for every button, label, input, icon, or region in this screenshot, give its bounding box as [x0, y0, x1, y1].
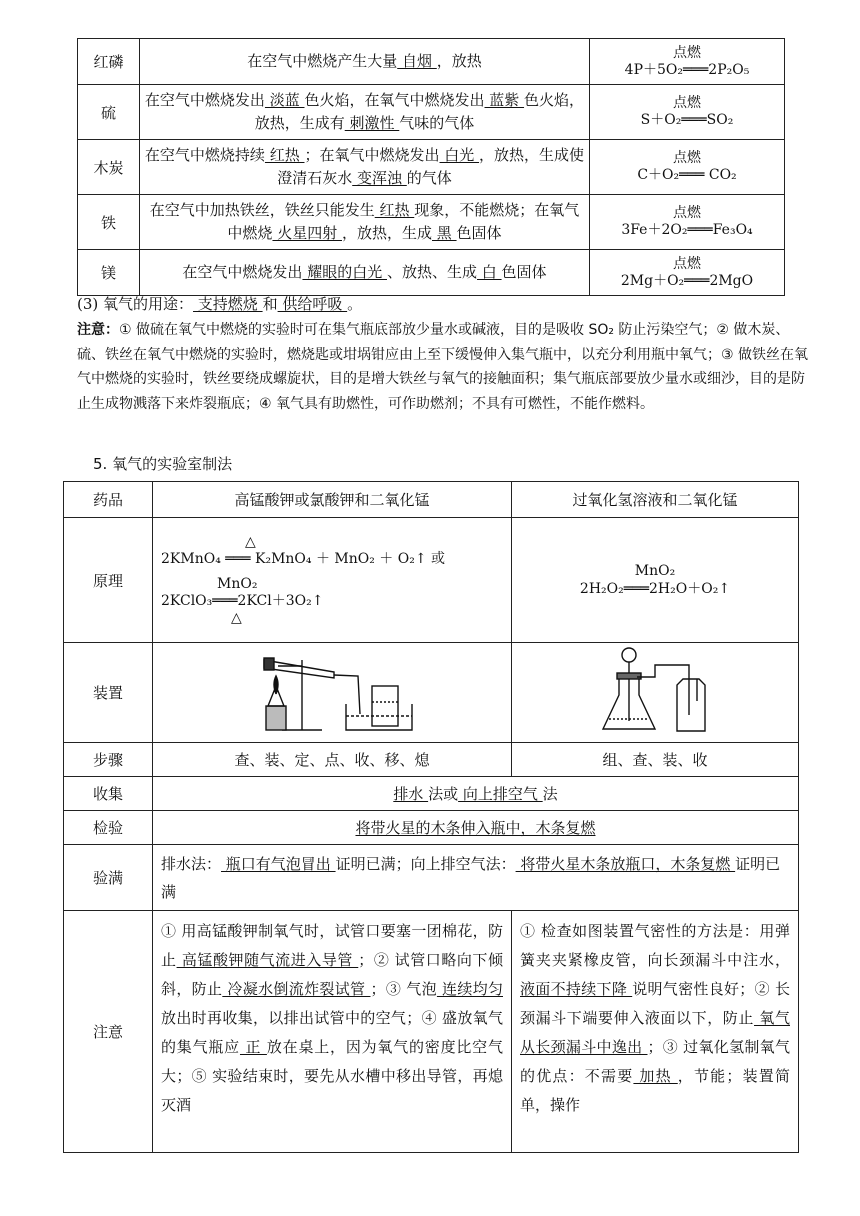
uses-mid: 和	[262, 295, 278, 313]
answer-blank: 高锰酸钾随气流进入导管	[176, 951, 359, 969]
answer-blank: 正	[239, 1038, 267, 1056]
answer-blank: 排水	[393, 785, 429, 803]
phenomenon	[140, 39, 590, 85]
text-run: 在空气中燃烧发出	[182, 263, 303, 281]
header-b: 过氧化氢溶液和二氧化锰	[512, 482, 799, 518]
notice-text: ① 做硫在氧气中燃烧的实验时可在集气瓶底部放少量水或碱液，目的是吸收 SO₂ 防止污染空气；② 做木炭、硫、铁丝在氧气中燃烧的实验时，燃烧匙或坩埚钳应由上至下缓慢伸入集气瓶中，以充分利用瓶中氧气；③ 做铁丝在氧气中燃烧的实验时，铁丝要绕成螺旋状，目的是增大铁丝与氧气的接触面积；集气瓶底部要放少量水或细沙，目的是防止生成物溅落下来炸裂瓶底；④ 氧气具有助燃性，可作助燃剂；不具有可燃性，不能作燃料。	[77, 322, 808, 412]
phenomenon	[140, 140, 590, 195]
uses-a: 支持燃烧	[193, 295, 263, 313]
text-run: 气味的气体	[399, 114, 475, 132]
table-row	[78, 140, 785, 195]
check-method	[153, 811, 799, 845]
header-a: 高锰酸钾或氯酸钾和二氧化锰	[153, 482, 512, 518]
equation	[590, 39, 785, 85]
text-run: 、放热、生成	[386, 263, 477, 281]
uses-b: 供给呼吸	[277, 295, 348, 313]
combustion-table	[77, 38, 785, 296]
phenomenon	[140, 85, 590, 140]
text-run: ① 检查如图装置气密性的方法是：用弹簧夹夹紧橡皮管，向长颈漏斗中注水，	[520, 922, 790, 969]
answer-blank: 刺激性	[344, 114, 400, 132]
equation	[590, 195, 785, 250]
condition: 点燃	[673, 255, 701, 272]
equation	[590, 85, 785, 140]
answer-blank: 黑	[432, 224, 457, 242]
kmno4-apparatus-icon	[242, 646, 422, 736]
text-run: 证明已满；向上排空气法：	[335, 854, 516, 873]
steps-a: 查、装、定、点、收、移、熄	[153, 743, 512, 777]
text-run: 色火焰，放热，生成有	[254, 91, 585, 132]
answer-blank: 液面不持续下降	[520, 980, 633, 998]
answer-blank: 淡蓝	[264, 91, 305, 109]
text-run: ；在氧气中燃烧发出	[304, 146, 440, 164]
full-label: 验满	[64, 845, 153, 911]
text-run: 色固体	[501, 263, 547, 281]
collect-method	[153, 777, 799, 811]
header-label: 药品	[64, 482, 153, 518]
h2o2-apparatus-icon	[585, 645, 725, 737]
device-b	[512, 643, 799, 743]
text-run: 色火焰，在氧气中燃烧发出	[304, 91, 485, 109]
answer-blank: 加热	[633, 1067, 678, 1085]
cond-heat-1: △	[245, 533, 256, 550]
notice-label: 注意：	[77, 322, 119, 338]
uses-prefix: (3) 氧气的用途：	[77, 295, 194, 313]
answer-blank: 自烟	[397, 52, 437, 70]
substance-name: 红磷	[78, 39, 140, 85]
equation-text: 3Fe＋2O₂═══Fe₃O₄	[621, 222, 753, 238]
phenomenon	[140, 250, 590, 296]
text-run: ；② 试管口略向下倾斜，防止	[161, 951, 503, 998]
answer-blank: 瓶口有气泡冒出	[221, 854, 336, 873]
text-run: ，放热，生成使澄清石灰水	[277, 146, 585, 187]
text-run: 证明已满	[161, 854, 781, 901]
check-label: 检验	[64, 811, 153, 845]
substance-name: 木炭	[78, 140, 140, 195]
text-run: 排水法：	[161, 854, 222, 873]
condition: 点燃	[673, 205, 701, 221]
steps-label: 步骤	[64, 743, 153, 777]
oxygen-uses	[77, 292, 817, 317]
text-run: 说明气密性良好；② 长颈漏斗下端要伸入液面以下，防止	[520, 980, 790, 1027]
phenomenon	[140, 195, 590, 250]
text-run: ，放热	[436, 52, 482, 70]
text-run: 在空气中燃烧发出	[144, 91, 265, 109]
equation	[590, 250, 785, 296]
device-label: 装置	[64, 643, 153, 743]
eq-kmno4: 2KMnO₄ ═══ K₂MnO₄ ＋ MnO₂ ＋ O₂↑ 或	[161, 550, 446, 567]
lab-prep-table	[63, 481, 799, 1153]
equation-text: 2Mg＋O₂═══2MgO	[620, 272, 754, 289]
answer-blank: 白	[477, 263, 502, 281]
text-run: ，放热，生成	[341, 224, 432, 242]
answer-blank: 冷凝水倒流炸裂试管	[222, 980, 371, 998]
text-run: ① 用高锰酸钾制氧气时，试管口要塞一团棉花，防止	[161, 922, 503, 969]
text-run: 在空气中燃烧产生大量	[247, 52, 398, 70]
table-row	[78, 250, 785, 296]
table-row	[78, 85, 785, 140]
full-check	[153, 845, 799, 911]
answer-blank: 将带火星木条放瓶口，木条复燃	[515, 854, 736, 873]
notes-b	[512, 911, 799, 1153]
notes-label: 注意	[64, 911, 153, 1153]
substance-name: 硫	[78, 85, 140, 140]
eq-h2o2: 2H₂O₂═══2H₂O＋O₂↑	[579, 581, 731, 597]
notice-paragraph	[77, 318, 817, 416]
catalyst-mno2-b: MnO₂	[634, 563, 676, 579]
text-run: 在空气中加热铁丝，铁丝只能发生	[149, 201, 375, 219]
text-run: 放出时再收集，以排出试管中的空气；④ 盛放氧气的集气瓶应	[161, 1009, 503, 1056]
cond-heat-2: △	[231, 609, 242, 626]
device-a	[153, 643, 512, 743]
text-run: 法或	[428, 785, 459, 803]
text-run: 法	[542, 785, 558, 803]
text-run: ；③ 过氧化氢制氧气的优点：不需要	[520, 1038, 790, 1085]
uses-end: 。	[347, 295, 363, 313]
steps-b: 组、查、装、收	[512, 743, 799, 777]
notes-a	[153, 911, 512, 1153]
answer-blank: 火星四射	[272, 224, 342, 242]
answer-blank: 变浑浊	[352, 169, 407, 187]
text-run: 色固体	[456, 224, 502, 242]
text-run: ；③ 气泡	[370, 980, 437, 998]
principle-label: 原理	[64, 518, 153, 643]
answer-blank: 红热	[264, 146, 305, 164]
text-run: ，节能；装置简单，操作	[520, 1067, 790, 1114]
table-row	[78, 39, 785, 85]
substance-name: 铁	[78, 195, 140, 250]
condition: 点燃	[673, 44, 701, 61]
collect-label: 收集	[64, 777, 153, 811]
equation-text: 4P＋5O₂═══2P₂O₅	[624, 61, 750, 78]
answer-blank: 连续均匀	[436, 980, 503, 998]
condition: 点燃	[673, 150, 701, 166]
answer-blank: 红热	[374, 201, 415, 219]
condition: 点燃	[673, 95, 701, 111]
check-text: 将带火星的木条伸入瓶中，木条复燃	[355, 819, 596, 837]
text-run: 的气体	[406, 169, 452, 187]
answer-blank: 向上排空气	[458, 785, 543, 803]
answer-blank: 白光	[439, 146, 480, 164]
catalyst-mno2-a: MnO₂	[217, 575, 258, 592]
equation-text: C＋O₂═══ CO₂	[637, 167, 737, 183]
equation-text: S＋O₂═══SO₂	[640, 112, 734, 128]
answer-blank: 耀眼的白光	[302, 263, 387, 281]
eq-kclo3: 2KClO₃═══2KCl＋3O₂↑	[161, 592, 324, 609]
answer-blank: 氧气从长颈漏斗中逸出	[520, 1009, 790, 1056]
principle-a	[153, 518, 512, 643]
text-run: 现象，不能燃烧；在氧气中燃烧	[227, 201, 580, 242]
section-title: 5. 氧气的实验室制法	[93, 455, 233, 473]
substance-name: 镁	[78, 250, 140, 296]
table-row	[78, 195, 785, 250]
text-run: 在空气中燃烧持续	[144, 146, 265, 164]
equation	[590, 140, 785, 195]
text-run: 放在桌上，因为氧气的密度比空气大；⑤ 实验结束时，要先从水槽中移出导管，再熄灭酒	[161, 1038, 503, 1114]
answer-blank: 蓝紫	[484, 91, 525, 109]
principle-b	[512, 518, 799, 643]
